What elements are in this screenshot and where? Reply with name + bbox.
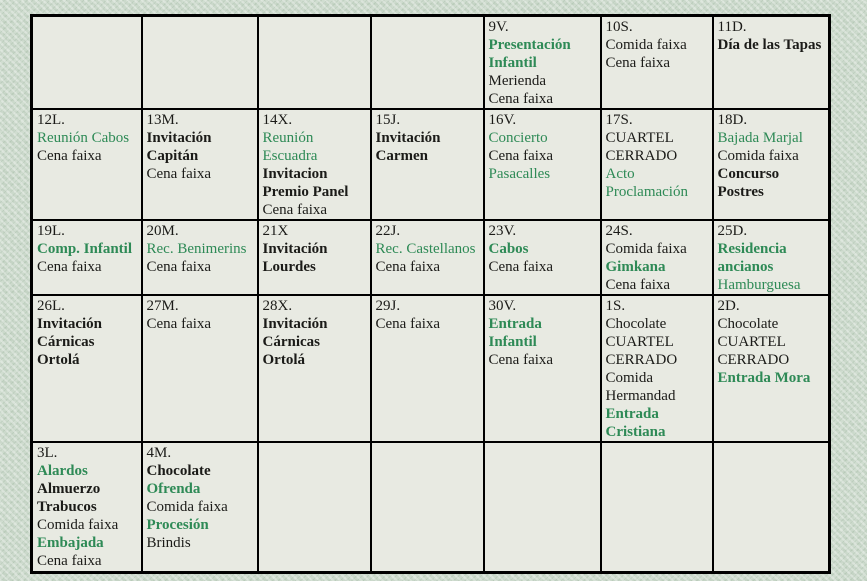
- calendar-cell: [484, 220, 601, 295]
- calendar-cell: [713, 16, 830, 110]
- event-line: Cena faixa: [605, 277, 671, 293]
- day-label: 23V.: [488, 223, 517, 239]
- event-line: Brindis: [146, 535, 191, 551]
- day-label: 18D.: [717, 112, 748, 128]
- event-line: Residencia: [717, 241, 787, 257]
- event-line: Comida: [605, 370, 653, 386]
- event-line: Invitación: [37, 316, 103, 332]
- day-label: 10S.: [605, 19, 633, 35]
- day-label: 29J.: [375, 298, 401, 314]
- event-line: Rec. Benimerins: [146, 241, 247, 257]
- event-line: Cabos: [488, 241, 529, 257]
- calendar-table: [30, 14, 831, 574]
- event-line: Entrada Mora: [717, 370, 811, 386]
- calendar-cell: [713, 220, 830, 295]
- day-label: 2D.: [717, 298, 740, 314]
- calendar-cell: [32, 295, 142, 442]
- day-label: 3L.: [37, 445, 58, 461]
- calendar-row: [32, 109, 830, 220]
- day-label: 22J.: [375, 223, 401, 239]
- event-line: Invitación: [375, 130, 441, 146]
- calendar-cell: [484, 16, 601, 110]
- calendar-cell: [258, 109, 371, 220]
- day-label: 16V.: [488, 112, 517, 128]
- event-line: Ortolá: [37, 352, 80, 368]
- calendar-cell: [32, 16, 142, 110]
- event-line: Entrada: [605, 406, 659, 422]
- event-line: Cena faixa: [146, 166, 212, 182]
- event-line: Procesión: [146, 517, 209, 533]
- calendar-cell: [371, 442, 484, 572]
- day-label: 20M.: [146, 223, 179, 239]
- event-line: Cena faixa: [37, 553, 102, 569]
- event-line: Gimkana: [605, 259, 666, 275]
- event-line: Embajada: [37, 535, 104, 551]
- event-line: Chocolate: [717, 316, 779, 332]
- event-line: Almuerzo: [37, 481, 101, 497]
- event-line: CUARTEL: [605, 130, 674, 146]
- event-line: Ortolá: [262, 352, 305, 368]
- event-line: Cena faixa: [488, 148, 554, 164]
- calendar-cell: [32, 109, 142, 220]
- event-line: Comida faixa: [37, 517, 119, 533]
- event-line: Comida faixa: [717, 148, 799, 164]
- calendar-cell: [713, 442, 830, 572]
- calendar-cell: [601, 295, 713, 442]
- day-label: 4M.: [146, 445, 172, 461]
- calendar-cell: [32, 220, 142, 295]
- calendar-cell: [142, 16, 258, 110]
- event-line: Acto: [605, 166, 635, 182]
- event-line: Comida faixa: [605, 37, 687, 53]
- calendar-row: [32, 295, 830, 442]
- event-line: Cárnicas: [262, 334, 320, 350]
- calendar-cell: [258, 220, 371, 295]
- event-line: CUARTEL: [605, 334, 674, 350]
- calendar-row: [32, 220, 830, 295]
- event-line: Capitán: [146, 148, 199, 164]
- event-line: Cena faixa: [37, 259, 102, 275]
- event-line: Cena faixa: [605, 55, 671, 71]
- calendar-cell: [258, 295, 371, 442]
- event-line: Cena faixa: [146, 316, 212, 332]
- day-label: 17S.: [605, 112, 633, 128]
- event-line: Invitacion: [262, 166, 328, 182]
- event-line: Premio Panel: [262, 184, 349, 200]
- event-line: Hermandad: [605, 388, 676, 404]
- calendar-cell: [601, 442, 713, 572]
- event-line: Merienda: [488, 73, 546, 89]
- day-label: 25D.: [717, 223, 748, 239]
- calendar-cell: [601, 109, 713, 220]
- calendar-cell: [32, 442, 142, 572]
- event-line: Cena faixa: [488, 91, 554, 107]
- event-line: Cristiana: [605, 424, 666, 440]
- day-label: 26L.: [37, 298, 65, 314]
- event-line: Invitación: [146, 130, 212, 146]
- event-line: Cena faixa: [375, 259, 441, 275]
- calendar-cell: [142, 295, 258, 442]
- event-line: Cena faixa: [488, 259, 554, 275]
- day-label: 12L.: [37, 112, 65, 128]
- event-line: Cena faixa: [37, 148, 102, 164]
- event-line: Chocolate: [605, 316, 667, 332]
- event-line: CERRADO: [605, 148, 678, 164]
- day-label: 15J.: [375, 112, 401, 128]
- event-line: Ofrenda: [146, 481, 201, 497]
- day-label: 28X.: [262, 298, 293, 314]
- calendar-cell: [258, 442, 371, 572]
- calendar-cell: [601, 220, 713, 295]
- event-line: Reunión Cabos: [37, 130, 130, 146]
- event-line: Invitación: [262, 316, 328, 332]
- event-line: Hamburguesa: [717, 277, 801, 293]
- calendar-cell: [142, 442, 258, 572]
- event-line: Presentación: [488, 37, 571, 53]
- day-label: 24S.: [605, 223, 633, 239]
- event-line: Rec. Castellanos: [375, 241, 476, 257]
- calendar-cell: [484, 442, 601, 572]
- event-line: Comida faixa: [605, 241, 687, 257]
- event-line: Carmen: [375, 148, 428, 164]
- event-line: Comida faixa: [146, 499, 228, 515]
- calendar-cell: [142, 220, 258, 295]
- calendar-cell: [142, 109, 258, 220]
- event-line: Día de las Tapas: [717, 37, 822, 53]
- calendar-cell: [371, 220, 484, 295]
- event-line: Concierto: [488, 130, 548, 146]
- calendar-cell: [371, 295, 484, 442]
- calendar-cell: [484, 109, 601, 220]
- event-line: Proclamación: [605, 184, 688, 200]
- event-line: Cena faixa: [262, 202, 328, 218]
- event-line: Cena faixa: [488, 352, 554, 368]
- event-line: Bajada Marjal: [717, 130, 803, 146]
- event-line: Cena faixa: [375, 316, 441, 332]
- day-label: 14X.: [262, 112, 293, 128]
- event-line: Cena faixa: [146, 259, 212, 275]
- day-label: 27M.: [146, 298, 179, 314]
- event-line: CERRADO: [605, 352, 678, 368]
- calendar-cell: [713, 295, 830, 442]
- calendar-row: [32, 16, 830, 110]
- day-label: 30V.: [488, 298, 517, 314]
- day-label: 13M.: [146, 112, 179, 128]
- event-line: Lourdes: [262, 259, 316, 275]
- event-line: Reunión: [262, 130, 314, 146]
- calendar-cell: [371, 109, 484, 220]
- event-line: ancianos: [717, 259, 774, 275]
- calendar-row: [32, 442, 830, 572]
- day-label: 1S.: [605, 298, 626, 314]
- calendar-body: [32, 16, 830, 573]
- event-line: Pasacalles: [488, 166, 551, 182]
- event-line: Infantil: [488, 334, 537, 350]
- event-line: Comp. Infantil: [37, 241, 133, 257]
- event-line: Escuadra: [262, 148, 318, 164]
- event-line: Concurso: [717, 166, 780, 182]
- day-label: 19L.: [37, 223, 65, 239]
- event-line: Alardos: [37, 463, 88, 479]
- day-label: 9V.: [488, 19, 509, 35]
- event-line: CUARTEL: [717, 334, 786, 350]
- event-line: Chocolate: [146, 463, 211, 479]
- day-label: 21X: [262, 223, 289, 239]
- event-line: CERRADO: [717, 352, 790, 368]
- event-line: Entrada: [488, 316, 542, 332]
- calendar-cell: [601, 16, 713, 110]
- day-label: 11D.: [717, 19, 747, 35]
- event-line: Invitación: [262, 241, 328, 257]
- calendar-cell: [713, 109, 830, 220]
- event-line: Cárnicas: [37, 334, 95, 350]
- event-line: Trabucos: [37, 499, 97, 515]
- calendar-cell: [484, 295, 601, 442]
- calendar-cell: [371, 16, 484, 110]
- event-line: Infantil: [488, 55, 537, 71]
- calendar-cell: [258, 16, 371, 110]
- event-line: Postres: [717, 184, 764, 200]
